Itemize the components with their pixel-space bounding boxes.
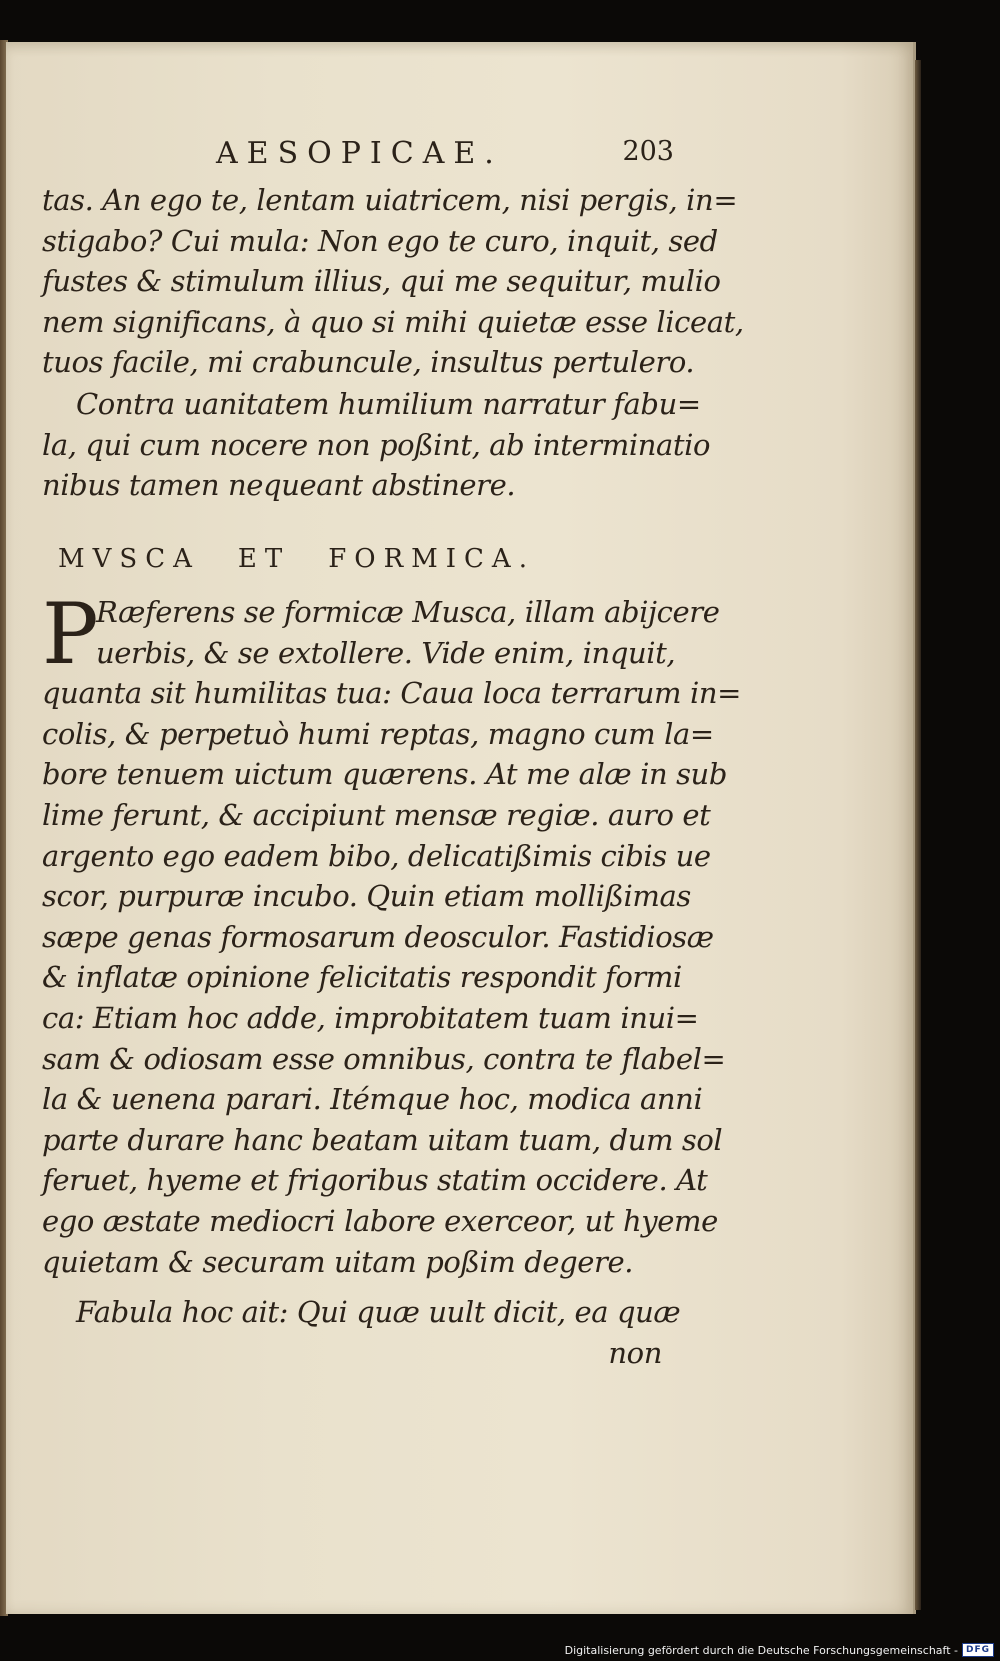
text-line: nem significans, à quo si mihi quietæ esse liceat,	[42, 304, 744, 339]
dfg-logo: DFG	[962, 1643, 994, 1657]
page-fore-edge	[915, 60, 921, 1610]
fable-title-word: FORMICA.	[328, 544, 535, 574]
text-line: argento ego eadem bibo, delicatißimis cibis ue	[42, 838, 711, 873]
text-line: scor, purpuræ incubo. Quin etiam mollißimas	[42, 879, 691, 914]
text-line: la, qui cum nocere non poßint, ab interminatio	[42, 427, 711, 462]
fable-title-word: MVSCA	[58, 544, 200, 574]
text-line: ca: Etiam hoc adde, improbitatem tuam inui=	[42, 1000, 699, 1035]
text-block-continuation	[42, 180, 744, 383]
text-line: tuos facile, mi crabuncule, insultus pertulero.	[42, 345, 695, 380]
credit-text: Digitalisierung gefördert durch die Deutsche Forschungsgemeinschaft -	[564, 1643, 958, 1657]
text-line: fustes & stimulum illius, qui me sequitur, mulio	[42, 264, 721, 299]
text-line: feruet, hyeme et frigoribus statim occidere. At	[42, 1163, 708, 1198]
text-line: nibus tamen nequeant abstinere.	[42, 468, 516, 503]
text-line: tas. An ego te, lentam uiatricem, nisi pergis, in=	[42, 183, 738, 217]
text-line: quietam & securam uitam poßim degere.	[42, 1244, 634, 1279]
running-title: AESOPICAE.	[216, 136, 503, 171]
text-line: stigabo? Cui mula: Non ego te curo, inquit, sed	[42, 223, 718, 258]
text-line: Contra uanitatem humilium narratur fabu=	[76, 387, 701, 421]
text-line: uerbis, & se extollere. Vide enim, inquit,	[96, 635, 676, 670]
text-line: Fabula hoc ait: Qui quæ uult dicit, ea quæ	[76, 1295, 681, 1329]
text-line: sam & odiosam esse omnibus, contra te flabel=	[42, 1041, 726, 1076]
drop-cap-initial: P	[42, 585, 99, 683]
text-line: Ræferens se formicæ Musca, illam abijcere	[96, 595, 720, 629]
moral-paragraph-2	[42, 1292, 681, 1373]
text-line: lime ferunt, & accipiunt mensæ regiæ. auro et	[42, 797, 711, 832]
page-number: 203	[622, 136, 674, 167]
fable-title-word: ET	[237, 544, 291, 574]
text-line: quanta sit humilitas tua: Caua loca terrarum in=	[42, 676, 742, 711]
text-line: & inflatæ opinione felicitatis respondit formi	[42, 960, 682, 995]
catchword: non	[608, 1335, 662, 1370]
text-line: parte durare hanc beatam uitam tuam, dum sol	[42, 1122, 723, 1157]
moral-paragraph-1	[42, 384, 711, 506]
text-line: bore tenuem uictum quærens. At me alæ in sub	[42, 757, 727, 792]
page-header	[42, 136, 674, 176]
digitization-credit	[565, 1643, 994, 1657]
fable-title	[58, 544, 638, 574]
text-line: sæpe genas formosarum deosculor. Fastidiosæ	[42, 919, 714, 954]
text-line: la & uenena parari. Itémque hoc, modica anni	[42, 1082, 703, 1117]
fable-body	[42, 585, 742, 1282]
text-line: ego æstate mediocri labore exerceor, ut hyeme	[42, 1203, 718, 1238]
text-line: colis, & perpetuò humi reptas, magno cum la=	[42, 716, 714, 751]
